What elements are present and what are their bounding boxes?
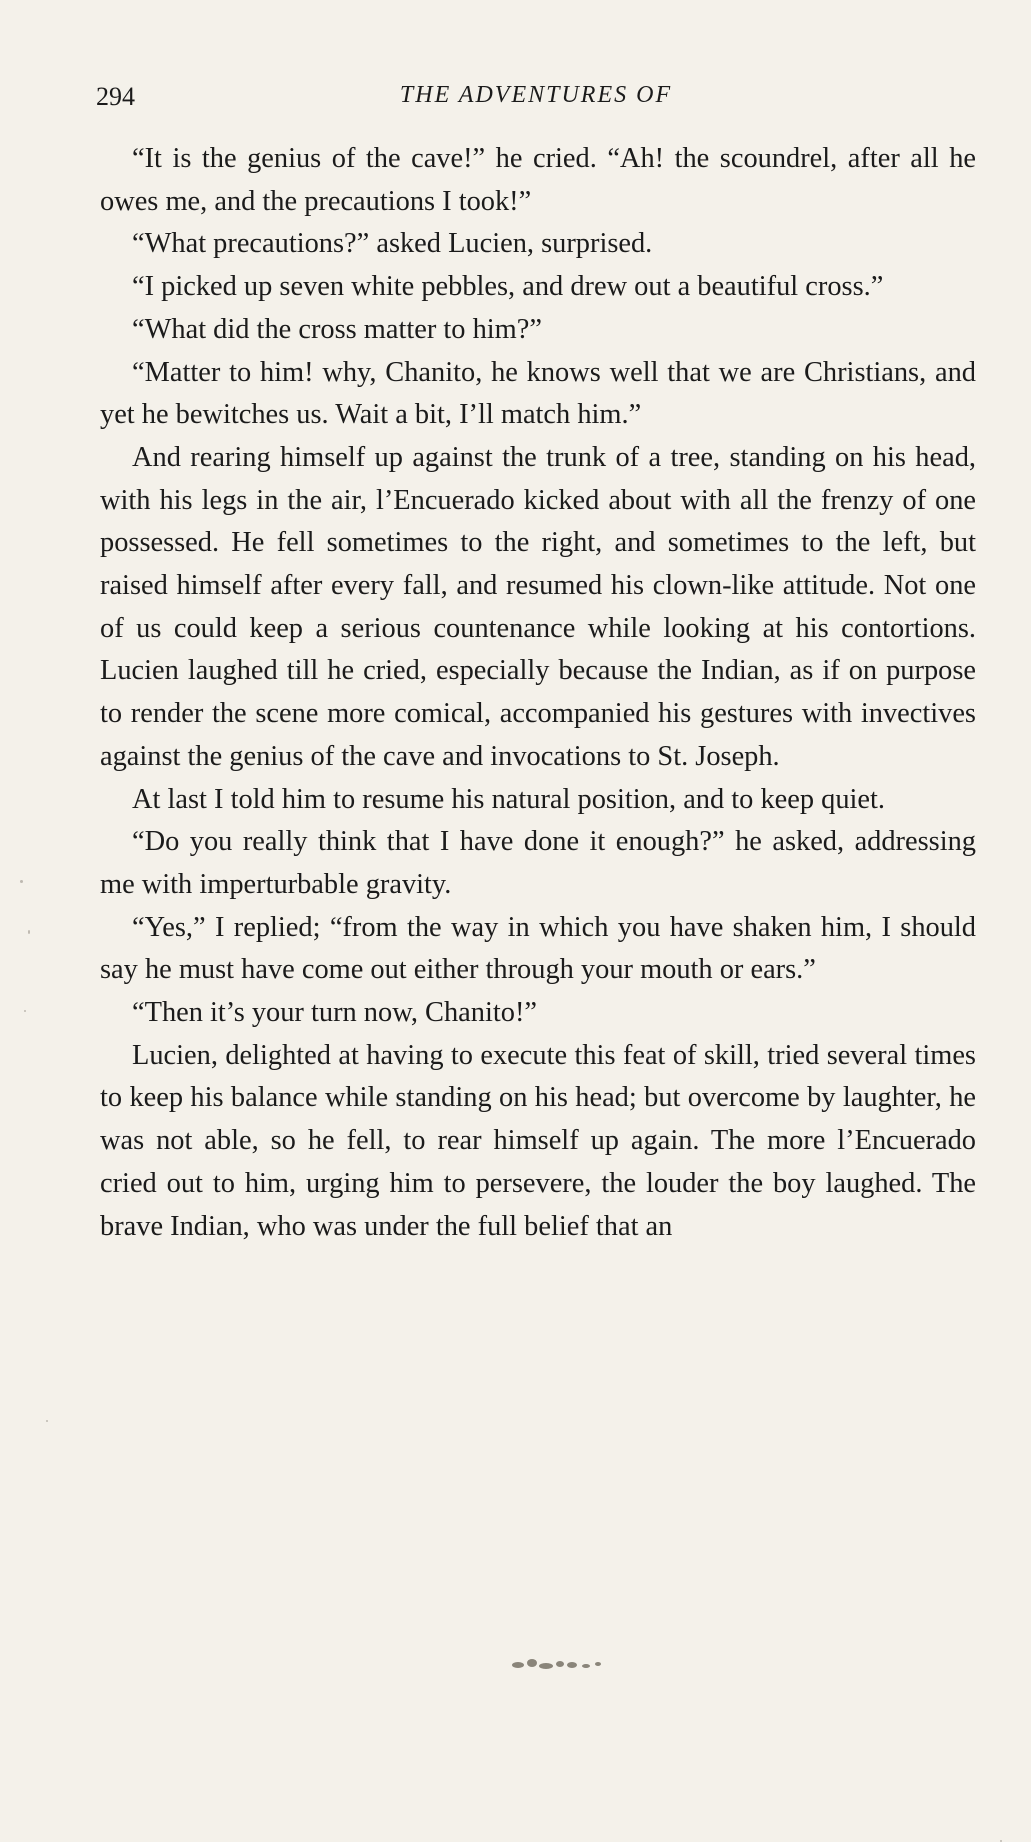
body-text	[100, 138, 976, 1248]
running-title: THE ADVENTURES OF	[399, 82, 673, 108]
paragraph: “Then it’s your turn now, Chanito!”	[132, 997, 538, 1029]
paragraph: At last I told him to resume his natural position, and to keep quiet.	[132, 783, 886, 815]
paragraph: “I picked up seven white pebbles, and drew out a beautiful cross.”	[132, 271, 884, 303]
paper-speck	[46, 1420, 48, 1422]
paragraph: Lucien, delighted at having to execute this feat of skill, tried several times to keep his balance while standing on his head; but overcome by laughter, he was not able, so he fell, to rear himself up again. The more l’Encuerado cried out to him, urging him to persevere, the louder the boy laughed. The brave Indian, who was under the full belief that an	[100, 1039, 976, 1242]
paper-speck	[28, 930, 30, 934]
paragraph: “Do you really think that I have done it enough?” he asked, addressing me with imperturbable gravity.	[100, 826, 976, 900]
page-number: 294	[96, 82, 135, 111]
printer-ornament	[498, 1655, 618, 1675]
page-header	[96, 82, 976, 122]
paragraph: “What precautions?” asked Lucien, surprised.	[132, 228, 653, 260]
paragraph: And rearing himself up against the trunk of a tree, standing on his head, with his legs in the air, l’Encuerado kicked about with all the frenzy of one possessed. He fell sometimes to the right, and sometimes to the left, but raised himself after every fall, and resumed his clown-like attitude. Not one of us could keep a serious countenance while looking at his contortions. Lucien laughed till he cried, especially because the Indian, as if on purpose to render the scene more comical, accompanied his gestures with invectives against the genius of the cave and invocations to St. Joseph.	[100, 441, 976, 772]
paragraph: “It is the genius of the cave!” he cried. “Ah! the scoundrel, after all he owes me, and the precautions I took!”	[100, 143, 976, 217]
paper-speck	[20, 880, 23, 883]
paragraph: “Yes,” I replied; “from the way in which you have shaken him, I should say he must have come out either through your mouth or ears.”	[100, 911, 976, 986]
paragraph: “What did the cross matter to him?”	[132, 313, 542, 345]
paper-speck	[24, 1010, 26, 1012]
paragraph: “Matter to him! why, Chanito, he knows well that we are Christians, and yet he bewitches us. Wait a bit, I’ll match him.”	[100, 356, 976, 431]
